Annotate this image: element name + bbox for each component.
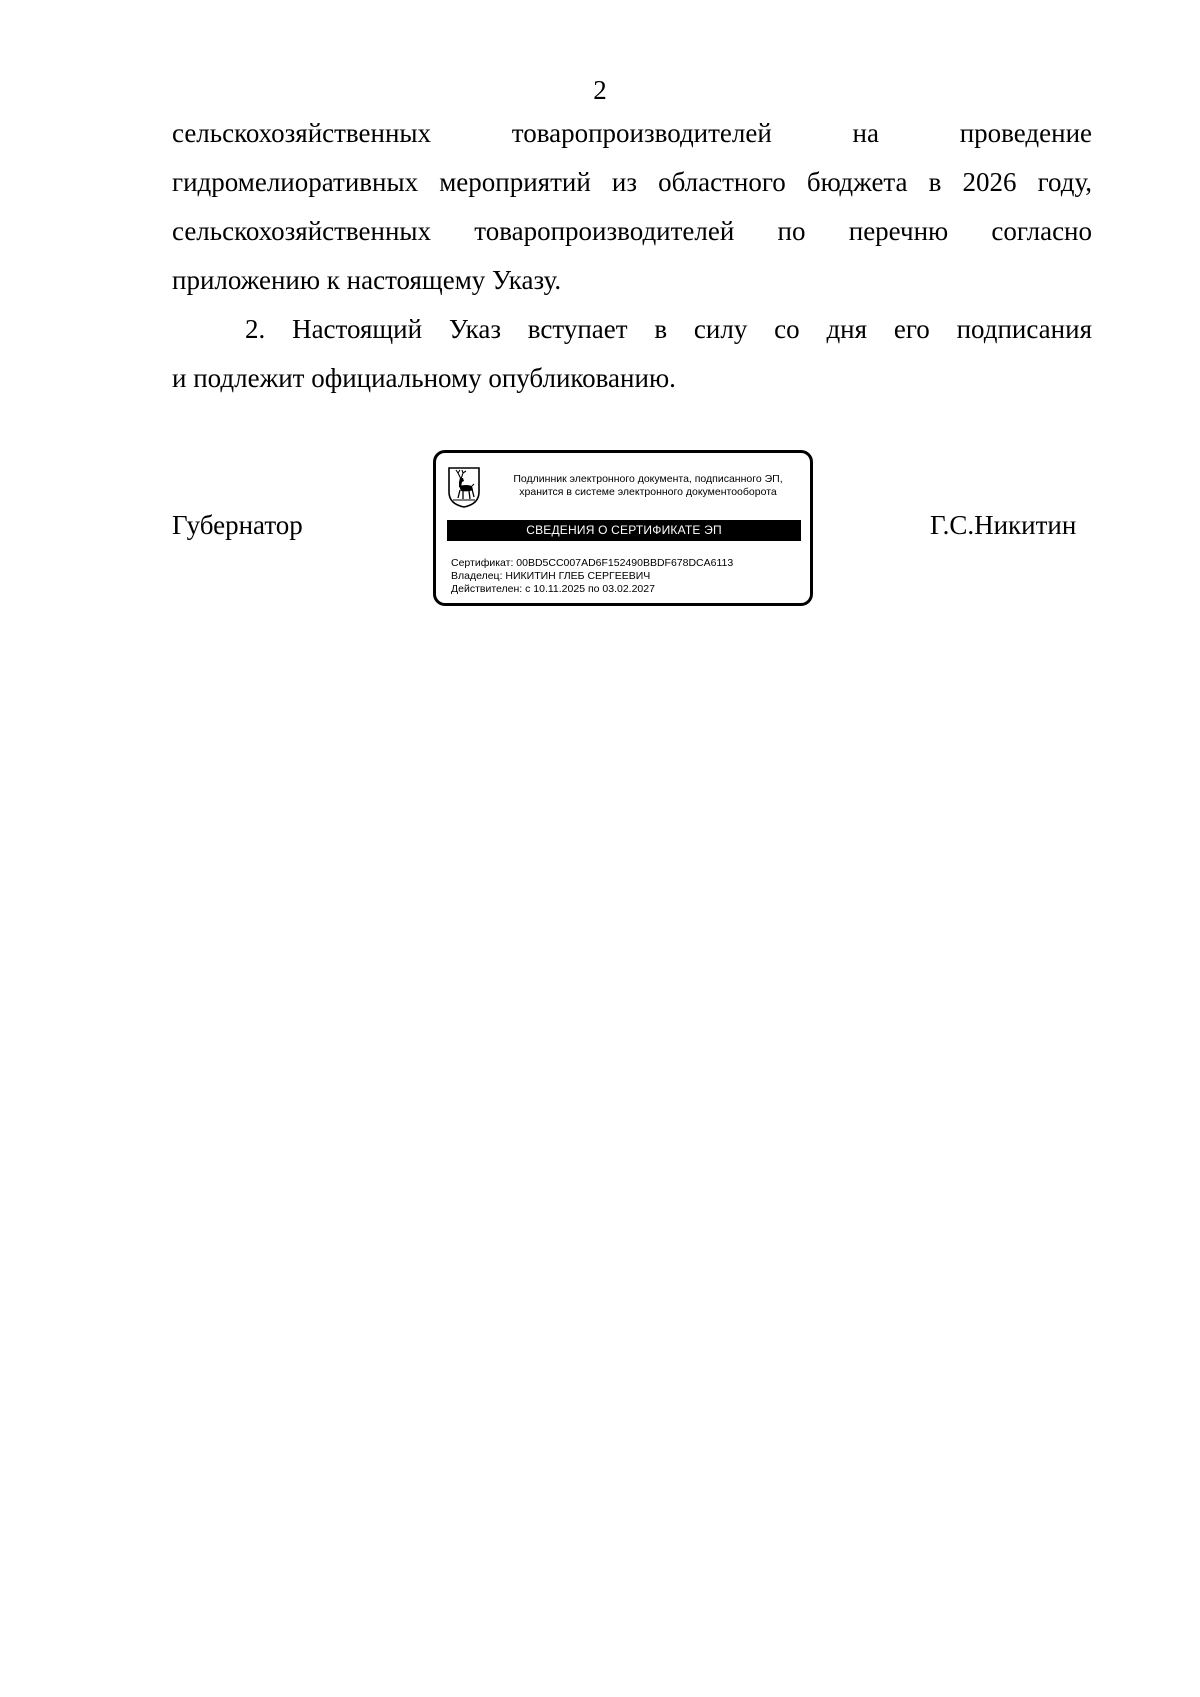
body-line-5: 2. Настоящий Указ вступает в силу со дня его подписания — [245, 314, 1092, 344]
body-line-1: сельскохозяйственных товаропроизводителей на проведение — [172, 118, 1092, 148]
body-line-6: и подлежит официальному опубликованию. — [172, 363, 676, 393]
stamp-header-line-2: хранится в системе электронного документооборота — [519, 486, 777, 498]
coat-of-arms-deer-icon — [447, 466, 481, 508]
signer-name: Г.С.Никитин — [930, 510, 1077, 540]
body-line-3: сельскохозяйственных товаропроизводителей по перечню согласно — [172, 216, 1092, 246]
signature-stamp — [433, 450, 813, 606]
stamp-owner: Владелец: НИКИТИН ГЛЕБ СЕРГЕЕВИЧ — [451, 570, 651, 582]
page-number: 2 — [593, 75, 607, 105]
body-line-4: приложению к настоящему Указу. — [172, 265, 562, 295]
stamp-header — [492, 473, 804, 499]
stamp-banner: СВЕДЕНИЯ О СЕРТИФИКАТЕ ЭП — [447, 520, 801, 541]
body-line-2: гидромелиоративных мероприятий из областного бюджета в 2026 году, — [172, 167, 1092, 197]
stamp-header-line-1: Подлинник электронного документа, подписанного ЭП, — [513, 473, 783, 485]
stamp-validity: Действителен: с 10.11.2025 по 03.02.2027 — [451, 583, 655, 595]
signer-title: Губернатор — [172, 510, 303, 540]
stamp-certificate: Сертификат: 00BD5CC007AD6F152490BBDF678DCA6113 — [451, 557, 734, 569]
